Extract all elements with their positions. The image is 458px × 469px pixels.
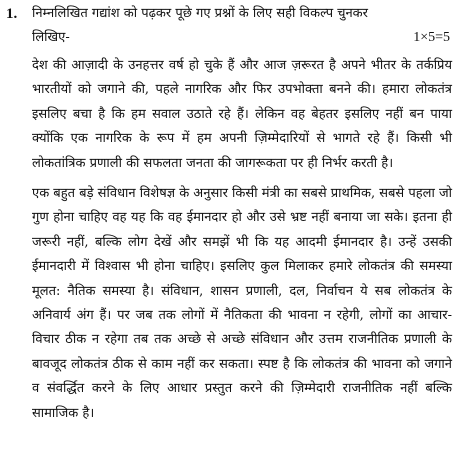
passage-line: भी लोकतांत्रिक प्रणाली की सफलता जनता की जागरूकता पर ही निर्भर करती है। xyxy=(32,131,453,171)
passage-paragraph-2 xyxy=(32,182,452,426)
passage-line: लोकतंत्र की भावना को जगाने व संवर्द्धित करने के लिए आधार प्रस्तुत करने की xyxy=(32,356,452,397)
passage-line: सके। इतना ही जरूरी नहीं, बल्कि लोग देखें और समझें भी कि यह आदमी ईमानदार xyxy=(32,210,452,250)
question-instruction xyxy=(32,2,450,50)
passage-line: उत्तम राजनीतिक प्रणाली के बावजूद लोकतंत्र ठीक से काम नहीं कर सकता। स्पष्ट है कि xyxy=(32,332,453,372)
passage-line: ज़िम्मेदारी राजनीतिक नहीं बल्कि सामाजिक है। xyxy=(32,381,452,421)
passage-line: पहला जो गुण होना चाहिए वह यह कि वह ईमानदार हो और उसे भ्रष्ट नहीं बनाया जा xyxy=(32,186,452,226)
passage xyxy=(32,54,452,432)
marks-label: 1×5=5 xyxy=(413,30,450,45)
passage-line: देश की आज़ादी के उनहत्तर वर्ष हो चुके हैं और आज ज़रूरत है अपने भीतर के xyxy=(32,58,412,73)
passage-line: लोकतंत्र की समस्या मूलत: नैतिक समस्या है। संविधान, शासन प्रणाली, दल, निर्वाचन xyxy=(32,259,452,299)
question-line: निम्नलिखित गद्यांश को पढ़कर पूछे गए प्रश्नों के लिए सही विकल्प चुनकर xyxy=(32,6,368,21)
passage-line: बन पाया क्योंकि एक नागरिक के रूप में हम अपनी ज़िम्मेदारियों से भागते रहे हैं। किसी xyxy=(32,106,452,147)
passage-paragraph-1 xyxy=(32,54,452,176)
passage-line: लोकतंत्र इसलिए बचा है कि हम सवाल उठाते रहे हैं। लेकिन वह बेहतर इसलिए नहीं xyxy=(32,82,452,122)
passage-line: एक बहुत बड़े संविधान विशेषज्ञ के अनुसार किसी मंत्री का सबसे प्राथमिक, सबसे xyxy=(32,186,405,202)
question-number: 1. xyxy=(6,6,18,22)
passage-line: है। उन्हें उसकी ईमानदारी में विश्वास भी होना चाहिए। इसलिए कुल मिलाकर हमारे xyxy=(32,234,452,275)
passage-line: तर्कप्रिय भारतीयों को जगाने की, पहले नागरिक और फिर उपभोक्ता बनने की। हमारा xyxy=(32,58,452,98)
passage-line: ये सब लोकतंत्र के अनिवार्य अंग हैं। पर जब तक लोगों में नैतिकता की भावना न xyxy=(32,283,453,324)
question-line xyxy=(32,26,450,50)
passage-line: रहेगी, लोगों का आचार-विचार ठीक न रहेगा तब तक अच्छे से अच्छे संविधान और xyxy=(32,308,452,348)
question-line-text: लिखिए- xyxy=(32,30,70,45)
